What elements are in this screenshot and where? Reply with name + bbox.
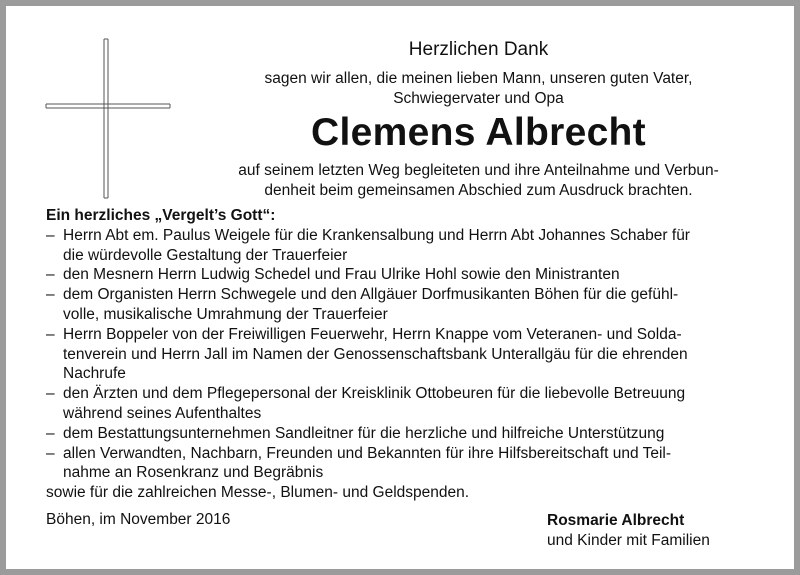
intro-text: [186, 69, 771, 109]
notice-title: Herzlichen Dank: [408, 39, 549, 60]
thanks-item-line: die würdevolle Gestaltung der Trauerfeier: [63, 246, 348, 264]
after-line: auf seinem letzten Weg begleiteten und ihre Anteilnahme und Verbun-: [238, 162, 719, 179]
dash-bullet: –: [46, 226, 55, 244]
thanks-item: [46, 265, 771, 285]
closing-line: sowie für die zahlreichen Messe-, Blumen- und Geldspenden.: [46, 484, 470, 502]
dash-bullet: –: [46, 286, 55, 304]
thanks-item-line: Nachrufe: [63, 365, 126, 383]
thanks-item: [46, 424, 771, 444]
thanks-section: [46, 206, 771, 503]
intro-line: Schwiegervater und Opa: [393, 90, 564, 107]
thanks-item-line: tenverein und Herrn Jall im Namen der Genossenschaftsbank Unterallgäu für die ehrenden: [63, 345, 688, 363]
place-date: Böhen, im November 2016: [46, 511, 231, 528]
dash-bullet: –: [46, 325, 55, 343]
after-line: denheit beim gemeinsamen Abschied zum Ausdruck brachten.: [264, 182, 693, 199]
thanks-item-line: nahme an Rosenkranz und Begräbnis: [63, 464, 324, 482]
signature-name: Rosmarie Albrecht: [547, 512, 685, 529]
after-name-text: [186, 161, 771, 201]
thanks-item-line: den Mesnern Herrn Ludwig Schedel und Frau Ulrike Hohl sowie den Ministranten: [63, 266, 620, 284]
thanks-item-line: während seines Aufenthaltes: [63, 404, 262, 422]
dash-bullet: –: [46, 444, 55, 462]
thanks-item-line: dem Bestattungsunternehmen Sandleitner für die herzliche und hilfreiche Unterstützung: [63, 424, 665, 442]
signature-subline: und Kinder mit Familien: [547, 532, 710, 549]
thanks-item-line: volle, musikalische Umrahmung der Trauerfeier: [63, 305, 388, 323]
dash-bullet: –: [46, 266, 55, 284]
deceased-name: Clemens Albrecht: [311, 111, 646, 154]
thanks-item-line: Herrn Boppeler von der Freiwilligen Feuerwehr, Herrn Knappe vom Veteranen- und Solda-: [63, 325, 682, 343]
dash-bullet: –: [46, 424, 55, 442]
latin-cross-icon: [42, 36, 172, 201]
thanks-item-line: allen Verwandten, Nachbarn, Freunden und Bekannten für ihre Hilfsbereitschaft und Teil-: [63, 444, 672, 462]
thanks-item-line: dem Organisten Herrn Schwegele und den Allgäuer Dorfmusikanten Böhen für die gefühl-: [63, 286, 679, 304]
thanks-item: [46, 325, 771, 384]
thanks-item: [46, 444, 771, 484]
thanks-item: [46, 226, 771, 266]
dash-bullet: –: [46, 385, 55, 403]
thanks-item-line: Herrn Abt em. Paulus Weigele für die Krankensalbung und Herrn Abt Johannes Schaber für: [63, 226, 690, 244]
intro-line: sagen wir allen, die meinen lieben Mann, unseren guten Vater,: [264, 70, 693, 87]
thanks-item: [46, 384, 771, 424]
signature: [547, 511, 710, 551]
thanks-item: [46, 285, 771, 325]
thanks-heading: Ein herzliches „Vergelt’s Gott“:: [46, 207, 276, 224]
thanks-item-line: den Ärzten und dem Pflegepersonal der Kreisklinik Ottobeuren für die liebevolle Betreuung: [63, 385, 686, 403]
